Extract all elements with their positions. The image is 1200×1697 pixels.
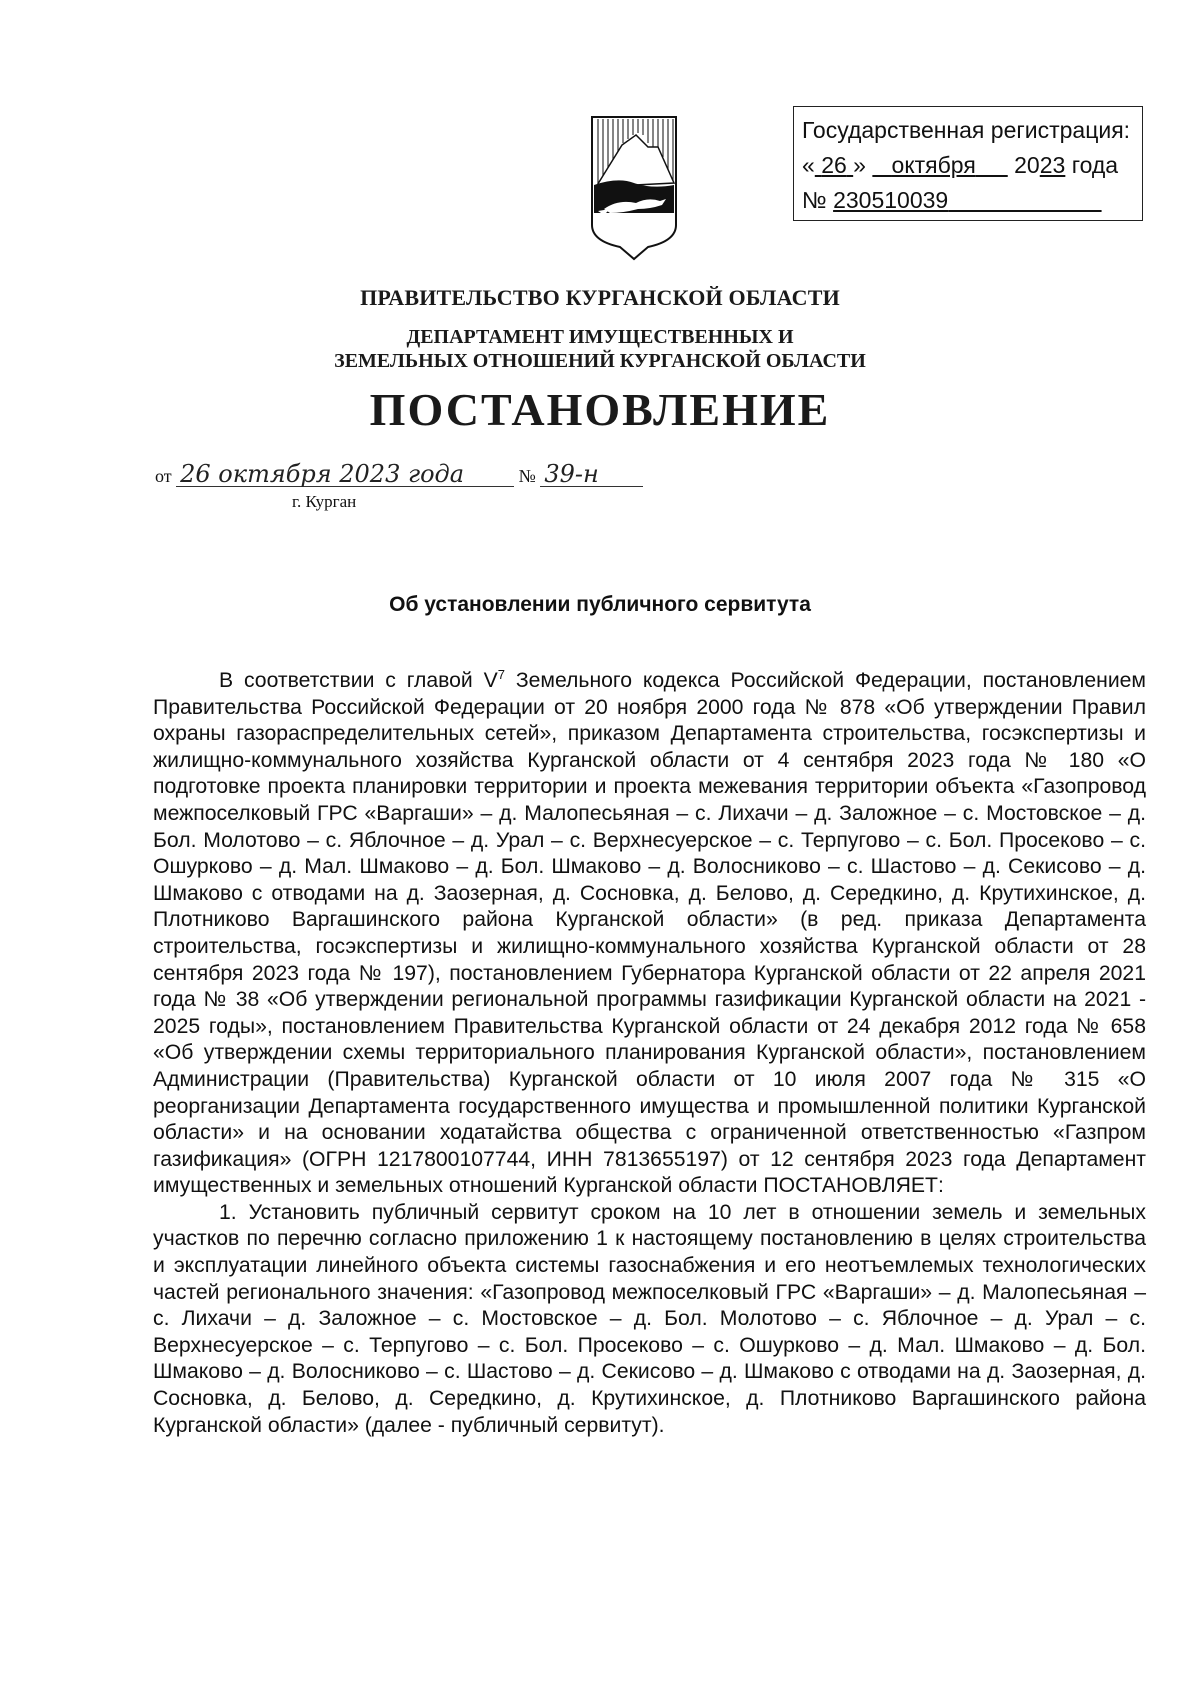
registration-year-suffix: 23	[1039, 152, 1066, 178]
document-title: Об установлении публичного сервитута	[389, 593, 811, 616]
from-label: от	[155, 466, 172, 486]
department-line-2: ЗЕМЕЛЬНЫХ ОТНОШЕНИЙ КУРГАНСКОЙ ОБЛАСТИ	[334, 350, 866, 372]
coat-of-arms-emblem	[588, 113, 680, 263]
department-line-1: ДЕПАРТАМЕНТ ИМУЩЕСТВЕННЫХ И	[406, 326, 794, 348]
registration-date: « 26 » октября 2023 года	[802, 152, 1119, 178]
city: г. Курган	[292, 492, 357, 511]
registration-year-word: года	[1071, 152, 1119, 178]
registration-title: Государственная регистрация:	[802, 117, 1131, 143]
registration-year-prefix: 20	[1014, 152, 1040, 178]
government-title: ПРАВИТЕЛЬСТВО КУРГАНСКОЙ ОБЛАСТИ	[360, 285, 840, 310]
paragraph-1: В соответствии с главой $V^7$ Земельного кодекса Российской Федерации, постановлением Правительства Российской Федерации от 20 ноября 2000 года № 878 «Об утверждении Правил охраны газораспределительных сетей», приказом Департамента строительства, госэкспертизы и жилищно-коммунального хозяйства Курганской области от 4 сентября 2023 года № 180 «О подготовке проекта планировки территории и проекта межевания территории объекта «Газопровод межпоселковый ГРС «Варгаши» – д. Малопесьяная – с. Лихачи – д. Заложное – с. Мостовское – д. Бол. Молотово – с. Яблочное – д. Урал – с. Верхнесуерское – с. Терпугово – с. Бол. Просеково – с. Ошурково – д. Мал. Шмаково – д. Бол. Шмаково – д. Волосниково – с. Шастово – д. Секисово – д. Шмаково с отводами на д. Заозерная, д. Сосновка, д. Белово, д. Середкино, д. Крутихинское, д. Плотниково Варгашинского района Курганской области» (в ред. приказа Департамента строительства, госэкспертизы и жилищно-коммунального хозяйства Курганской области от 28 сентября 2023 года № 197), постановлением Губернатора Курганской области от 22 апреля 2021 года № 38 «Об утверждении региональной программы газификации Курганской области на 2021 - 2025 годы», постановлением Правительства Курганской области от 24 декабря 2012 года № 658 «Об утверждении схемы территориального планирования Курганской области», постановлением Администрации (Правительства) Курганской области от 10 июля 2007 года № 315 «О реорганизации Департамента государственного имущества и промышленной политики Курганской области» и на основании ходатайства общества с ограниченной ответственностью «Газпром газификация» (ОГРН 1217800107744, ИНН 7813655197) от 12 сентября 2023 года Департамент имущественных и земельных отношений Курганской области ПОСТАНОВЛЯЕТ:	[153, 666, 1147, 1198]
department-title	[0, 325, 1200, 373]
registration-number-value: 230510039	[833, 187, 949, 213]
registration-number: № 230510039	[802, 183, 1134, 218]
registration-day: 26	[821, 152, 847, 178]
document-type: ПОСТАНОВЛЕНИЕ	[369, 384, 831, 435]
registration-month: октября	[891, 152, 976, 178]
registration-stamp	[793, 106, 1143, 221]
paragraph-2: 1. Установить публичный сервитут сроком на 10 лет в отношении земель и земельных участков по перечню согласно приложению 1 к настоящему постановлению в целях строительства и эксплуатации линейного объекта системы газоснабжения и его неотъемлемых технологических частей регионального значения: «Газопровод межпоселковый ГРС «Варгаши» – д. Малопесьяная – с. Лихачи – д. Заложное – с. Мостовское – д. Бол. Молотово – с. Яблочное – д. Урал – с. Верхнесуерское – с. Терпугово – с. Бол. Просеково – с. Ошурково – д. Мал. Шмаково – д. Бол. Шмаково – д. Волосниково – с. Шастово – д. Секисово – д. Шмаково с отводами на д. Заозерная, д. Сосновка, д. Белово, д. Середкино, д. Крутихинское, д. Плотниково Варгашинского района Курганской области» (далее - публичный сервитут).	[153, 1200, 1146, 1437]
number-label: №	[518, 466, 536, 486]
handwritten-date: 26 октября 2023 года	[176, 462, 514, 487]
document-body	[153, 668, 1146, 1439]
handwritten-number: 39-н	[540, 462, 643, 487]
issue-date-row	[155, 462, 643, 487]
